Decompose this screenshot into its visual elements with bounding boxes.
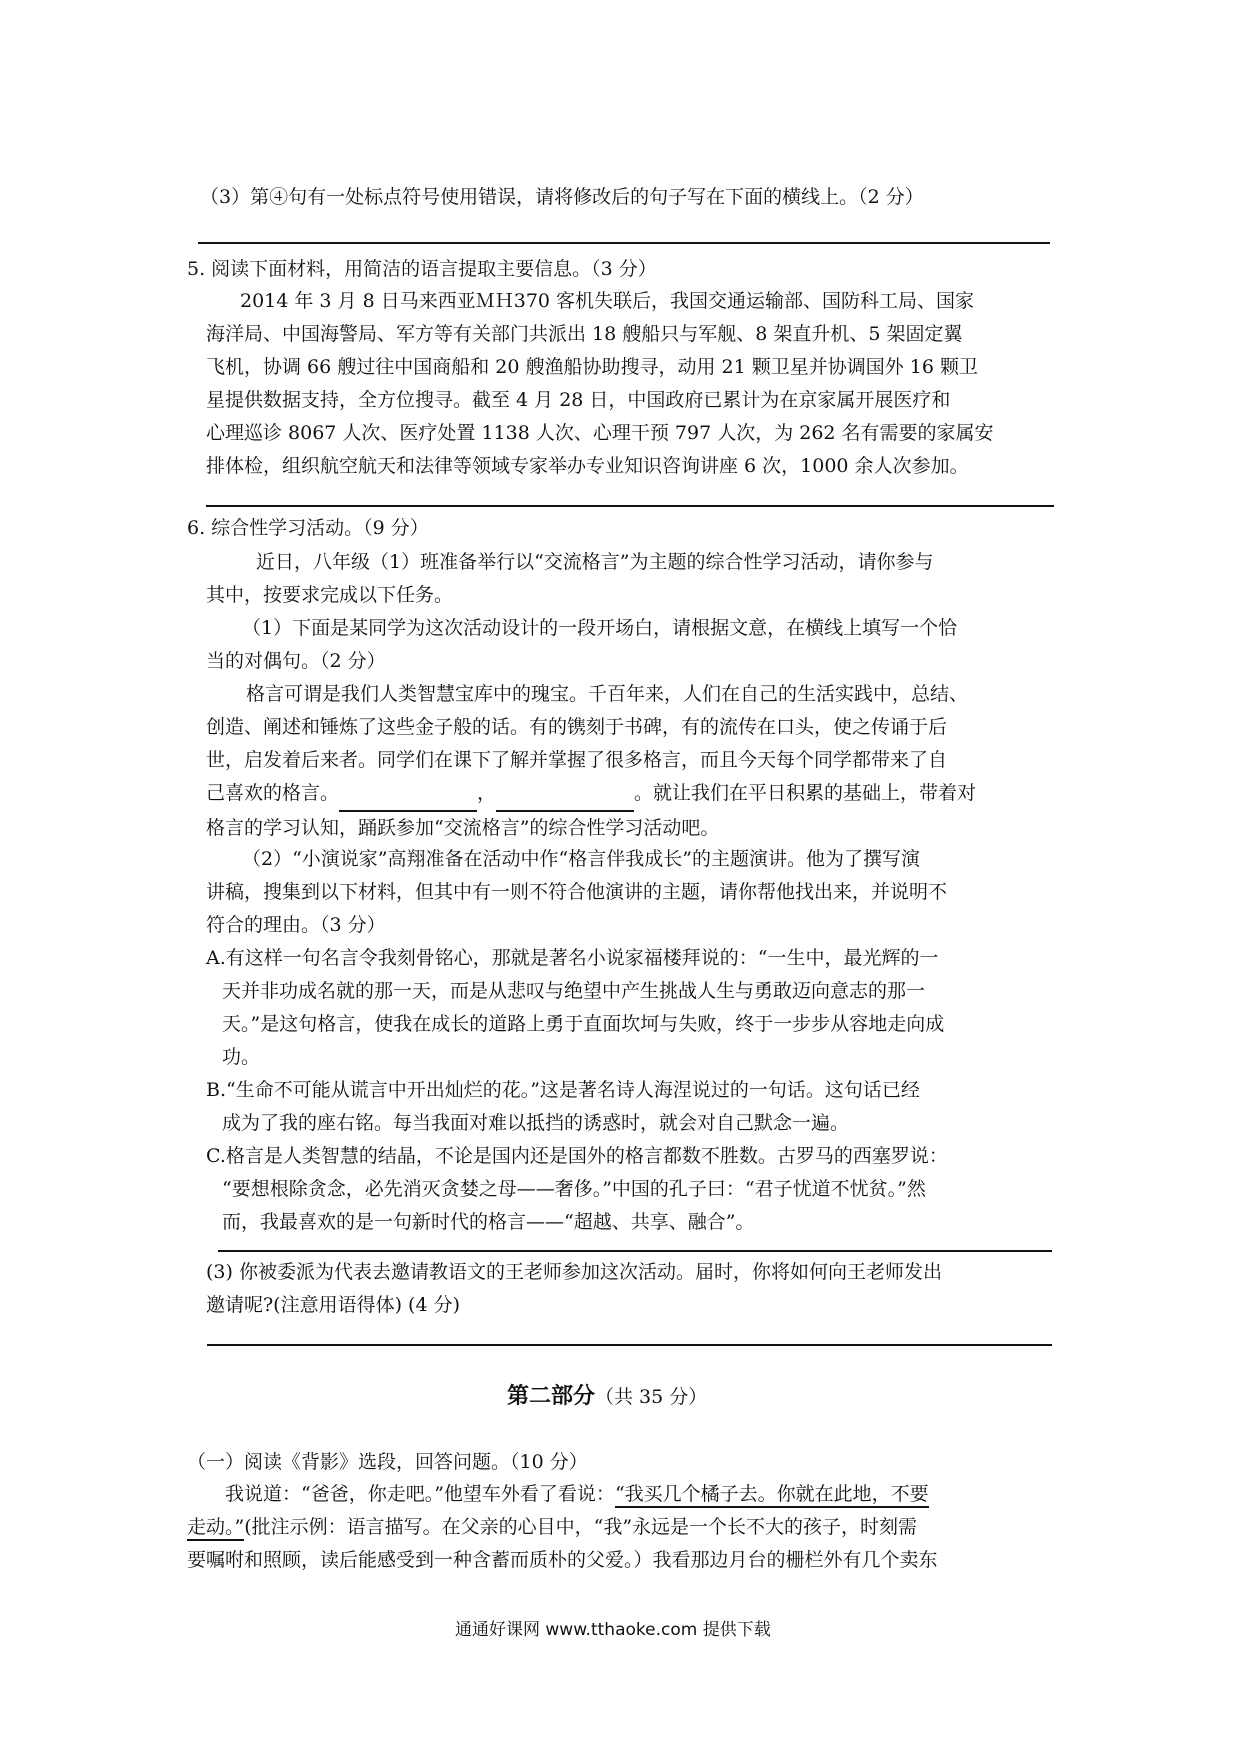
q5-heading: 5. 阅读下面材料，用简洁的语言提取主要信息。（3 分）	[187, 258, 657, 280]
option-c: C.格言是人类智慧的结晶，不论是国内还是国外的格言都数不胜数。古罗马的西塞罗说： “要想根除贪念，必先消灭贪婪之母——奢侈。”中国的孔子曰：“君子忧道不忧贫。”然 而，我最喜欢的是一句新时代的格言——“超越、共享、融合”。	[206, 1145, 948, 1233]
q6-intro: 近日，八年级（1）班准备举行以“交流格言”为主题的综合性学习活动，请你参与 其中，按要求完成以下任务。	[206, 551, 934, 606]
reading-heading: （一）阅读《背影》选段，回答问题。（10 分）	[187, 1451, 588, 1473]
answer-line	[206, 505, 1054, 507]
q6-part1: （1）下面是某同学为这次活动设计的一段开场白，请根据文意，在横线上填写一个恰 当的对偶句。（2 分）	[206, 617, 958, 672]
blank-1[interactable]	[339, 777, 477, 812]
answer-line	[198, 242, 1050, 244]
underlined-quote: “我买几个橘子去。你就在此地，不要	[615, 1483, 929, 1508]
material-line: 海洋局、中国海警局、军方等有关部门共派出 18 艘船只与军舰、8 架直升机、5 架固定翼	[206, 323, 963, 345]
annotation-example: (批注示例：语言描写。在父亲的心目中，“我”永远是一个长不大的孩子，时刻需	[244, 1516, 918, 1538]
material-line: 星提供数据支持，全方位搜寻。截至 4 月 28 日，中国政府已累计为在京家属开展医疗和	[206, 389, 951, 411]
q6-part3: (3) 你被委派为代表去邀请教语文的王老师参加这次活动。届时，你将如何向王老师发出 邀请呢?(注意用语得体) (4 分)	[206, 1261, 942, 1316]
material-line: 飞机，协调 66 艘过往中国商船和 20 艘渔船协助搜寻，动用 21 颗卫星并协调国外 16 颗卫	[206, 356, 979, 378]
option-a: A.有这样一句名言令我刻骨铭心，那就是著名小说家福楼拜说的：“一生中，最光辉的一 天并非功成名就的那一天，而是从悲叹与绝望中产生挑战人生与勇敢迈向意志的那一 天。”是这句格言，使我在成长的道路上勇于直面坎坷与失败，终于一步步从容地走向成 功。	[206, 947, 945, 1068]
material-line: 排体检，组织航空航天和法律等领域专家举办专业知识咨询讲座 6 次，1000 余人次参加。	[206, 455, 969, 477]
q5-material	[206, 285, 1056, 483]
material-line: 心理巡诊 8067 人次、医疗处置 1138 人次、心理干预 797 人次，为 262 名有需要的家属安	[206, 422, 994, 444]
blank-2[interactable]	[496, 777, 634, 812]
q6-part2: （2）“小演说家”高翔准备在活动中作“格言伴我成长”的主题演讲。他为了撰写演 讲稿，搜集到以下材料，但其中有一则不符合他演讲的主题，请你帮他找出来，并说明不 符合的理由。（3 分）	[206, 848, 948, 936]
fill-blank-line: 己喜欢的格言。 ， 。就让我们在平日积累的基础上，带着对	[206, 777, 976, 812]
q6-heading: 6. 综合性学习活动。（9 分）	[187, 517, 429, 539]
part2-title: 第二部分（共 35 分）	[507, 1384, 708, 1409]
material-line: 2014 年 3 月 8 日马来西亚ＭＨ370 客机失联后，我国交通运输部、国防科工局、国家	[240, 290, 975, 312]
q6-passage: 格言可谓是我们人类智慧宝库中的瑰宝。千百年来，人们在自己的生活实践中，总结、 创造、阐述和锤炼了这些金子般的话。有的镌刻于书碑，有的流传在口头，使之传诵于后 世，启发着后来者。同学们在课下了解并掌握了很多格言，而且今天每个同学都带来了自 己喜欢的格言。 ， 。就让我们在平日积累的基础上，带着对 格言的学习认知，踊跃参加“交流格言”的综合性学习活动吧。	[206, 683, 977, 839]
answer-line	[218, 1250, 1052, 1252]
q4-3-question: （3）第④句有一处标点符号使用错误，请将修改后的句子写在下面的横线上。（2 分）	[200, 186, 924, 208]
option-b: B.“生命不可能从谎言中开出灿烂的花。”这是著名诗人海涅说过的一句话。这句话已经 成为了我的座右铭。每当我面对难以抵挡的诱惑时，就会对自己默念一遍。	[206, 1079, 920, 1134]
underlined-quote: 走动。”	[187, 1516, 244, 1541]
page-footer: 通通好课网 www.tthaoke.com 提供下载	[455, 1620, 771, 1640]
answer-line	[207, 1344, 1052, 1346]
reading-passage: 我说道：“爸爸，你走吧。”他望车外看了看说：“我买几个橘子去。你就在此地，不要 走动。”(批注示例：语言描写。在父亲的心目中，“我”永远是一个长不大的孩子，时刻需 要嘱咐和照顾，读后能感受到一种含蓄而质朴的父爱。）我看那边月台的栅栏外有几个卖东	[187, 1483, 938, 1571]
